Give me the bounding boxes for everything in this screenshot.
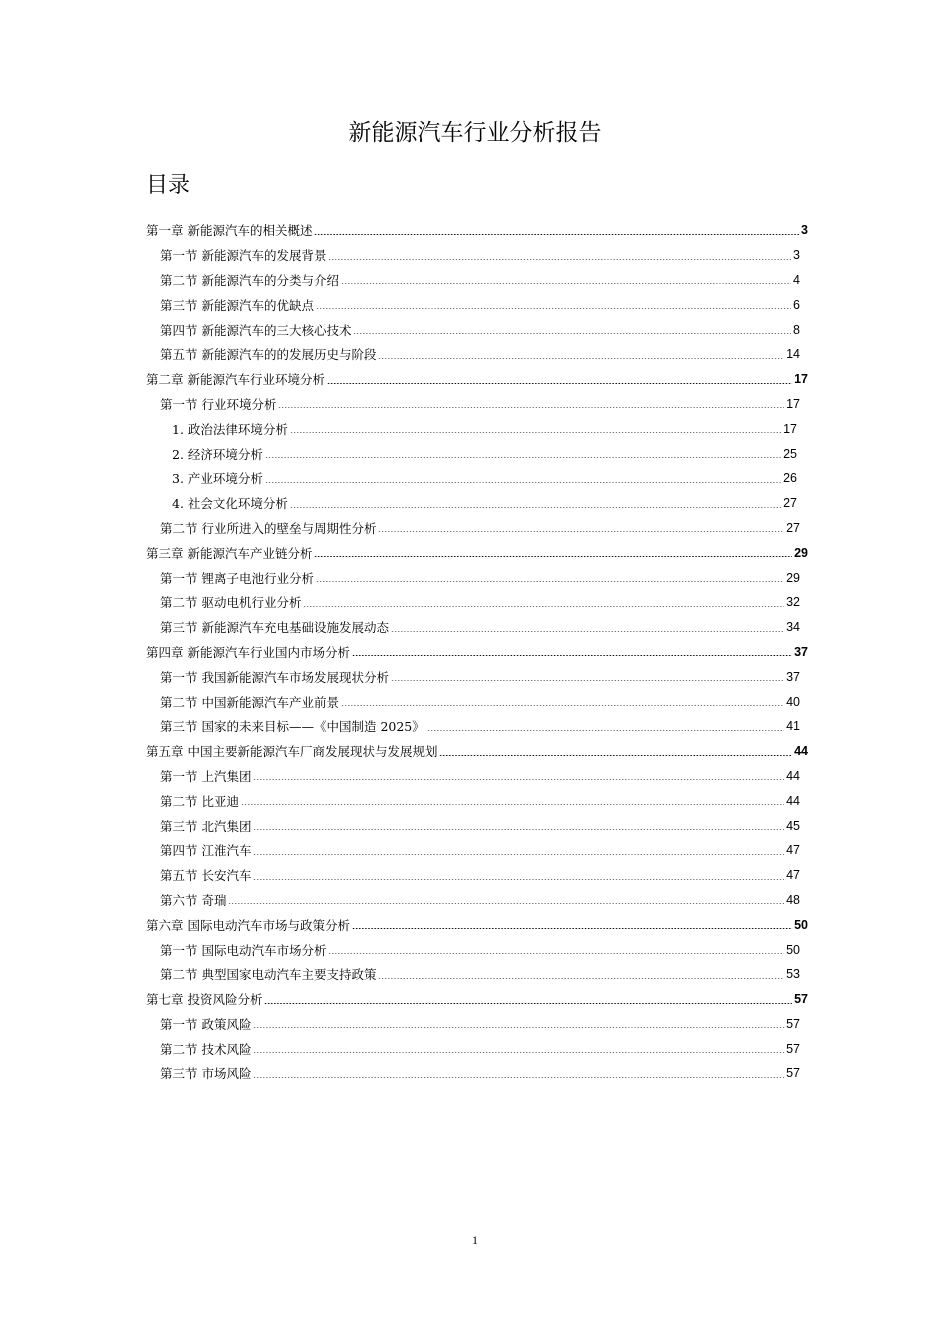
toc-entry-page: 29 bbox=[794, 545, 808, 560]
toc-entry-title: 第四章 新能源汽车行业国内市场分析 bbox=[146, 644, 350, 660]
toc-entry-title: 第一节 上汽集团 bbox=[160, 768, 252, 784]
toc-entry-title: 第四节 江淮汽车 bbox=[160, 843, 252, 859]
toc-dot-leader bbox=[316, 581, 784, 582]
toc-entry-page: 37 bbox=[786, 669, 800, 684]
toc-entry-title: 第三节 国家的未来目标——《中国制造 2025》 bbox=[160, 719, 425, 735]
toc-dot-leader bbox=[353, 333, 791, 334]
toc-dot-leader bbox=[314, 556, 792, 557]
toc-dot-leader bbox=[303, 606, 784, 607]
toc-entry-page: 57 bbox=[786, 1016, 800, 1031]
toc-entry-title: 第二节 比亚迪 bbox=[160, 793, 239, 809]
toc-dot-leader bbox=[253, 1052, 784, 1053]
toc-entry-chapter[interactable] bbox=[146, 912, 808, 937]
toc-dot-leader bbox=[253, 1027, 784, 1028]
toc-entry-title: 第六节 奇瑞 bbox=[160, 892, 227, 908]
toc-entry-title: 第五节 长安汽车 bbox=[160, 868, 252, 884]
toc-entry-section[interactable] bbox=[160, 317, 800, 342]
toc-entry-title: 第二节 典型国家电动汽车主要支持政策 bbox=[160, 967, 377, 983]
toc-entry-title: 第二章 新能源汽车行业环境分析 bbox=[146, 372, 325, 388]
toc-dot-leader bbox=[391, 680, 784, 681]
toc-entry-page: 44 bbox=[786, 793, 800, 808]
toc-entry-section[interactable] bbox=[160, 615, 800, 640]
toc-entry-title: 第一节 我国新能源汽车市场发展现状分析 bbox=[160, 669, 389, 685]
toc-entry-chapter[interactable] bbox=[146, 218, 808, 243]
toc-entry-title: 第一节 新能源汽车的发展背景 bbox=[160, 248, 327, 264]
toc-entry-sub[interactable] bbox=[172, 441, 797, 466]
toc-dot-leader bbox=[253, 879, 784, 880]
toc-entry-title: 2. 经济环境分析 bbox=[172, 446, 263, 462]
toc-entry-section[interactable] bbox=[160, 243, 800, 268]
toc-entry-title: 第二节 行业所进入的壁垒与周期性分析 bbox=[160, 520, 377, 536]
toc-entry-section[interactable] bbox=[160, 813, 800, 838]
toc-dot-leader bbox=[391, 631, 784, 632]
toc-dot-leader bbox=[378, 978, 784, 979]
toc-entry-title: 第三节 新能源汽车充电基础设施发展动态 bbox=[160, 620, 389, 636]
toc-entry-page: 27 bbox=[786, 520, 800, 535]
toc-entry-page: 32 bbox=[786, 595, 800, 610]
toc-entry-title: 第三节 北汽集团 bbox=[160, 818, 252, 834]
toc-dot-leader bbox=[253, 1077, 784, 1078]
toc-dot-leader bbox=[253, 854, 784, 855]
toc-entry-page: 50 bbox=[786, 942, 800, 957]
toc-dot-leader bbox=[427, 730, 784, 731]
toc-entry-page: 27 bbox=[783, 496, 797, 511]
toc-entry-page: 34 bbox=[786, 620, 800, 635]
toc-dot-leader bbox=[264, 1003, 792, 1004]
toc-entry-section[interactable] bbox=[160, 342, 800, 367]
toc-dot-leader bbox=[352, 928, 792, 929]
toc-entry-title: 第七章 投资风险分析 bbox=[146, 992, 263, 1008]
toc-dot-leader bbox=[378, 531, 784, 532]
toc-dot-leader bbox=[328, 259, 791, 260]
toc-dot-leader bbox=[314, 234, 799, 235]
toc-entry-sub[interactable] bbox=[172, 491, 797, 516]
toc-entry-sub[interactable] bbox=[172, 466, 797, 491]
toc-entry-page: 57 bbox=[794, 992, 808, 1007]
table-of-contents bbox=[0, 218, 950, 1086]
toc-entry-title: 第一节 行业环境分析 bbox=[160, 396, 277, 412]
toc-entry-chapter[interactable] bbox=[146, 987, 808, 1012]
toc-entry-page: 3 bbox=[801, 223, 808, 238]
toc-entry-title: 4. 社会文化环境分析 bbox=[172, 496, 288, 512]
toc-entry-page: 14 bbox=[786, 347, 800, 362]
toc-entry-page: 17 bbox=[794, 372, 808, 387]
toc-entry-title: 第二节 新能源汽车的分类与介绍 bbox=[160, 272, 339, 288]
toc-entry-section[interactable] bbox=[160, 392, 800, 417]
toc-entry-page: 45 bbox=[786, 818, 800, 833]
toc-entry-title: 第四节 新能源汽车的三大核心技术 bbox=[160, 322, 352, 338]
toc-entry-page: 25 bbox=[783, 446, 797, 461]
toc-entry-page: 17 bbox=[783, 421, 797, 436]
toc-entry-page: 44 bbox=[794, 744, 808, 759]
toc-entry-page: 47 bbox=[786, 843, 800, 858]
toc-entry-title: 1. 政治法律环境分析 bbox=[172, 421, 288, 437]
toc-dot-leader bbox=[439, 755, 792, 756]
toc-dot-leader bbox=[253, 779, 784, 780]
toc-dot-leader bbox=[290, 432, 781, 433]
toc-entry-title: 第一节 政策风险 bbox=[160, 1016, 252, 1032]
toc-entry-chapter[interactable] bbox=[146, 739, 808, 764]
toc-entry-title: 第二节 驱动电机行业分析 bbox=[160, 595, 302, 611]
toc-entry-section[interactable] bbox=[160, 788, 800, 813]
toc-entry-section[interactable] bbox=[160, 714, 800, 739]
toc-dot-leader bbox=[341, 283, 791, 284]
toc-entry-section[interactable] bbox=[160, 1036, 800, 1061]
toc-entry-page: 53 bbox=[786, 967, 800, 982]
toc-entry-page: 57 bbox=[786, 1041, 800, 1056]
toc-entry-section[interactable] bbox=[160, 962, 800, 987]
toc-dot-leader bbox=[265, 457, 781, 458]
toc-entry-sub[interactable] bbox=[172, 416, 797, 441]
toc-entry-page: 57 bbox=[786, 1066, 800, 1081]
toc-entry-title: 3. 产业环境分析 bbox=[172, 471, 263, 487]
toc-entry-section[interactable] bbox=[160, 292, 800, 317]
toc-entry-title: 第一节 国际电动汽车市场分析 bbox=[160, 942, 327, 958]
toc-entry-section[interactable] bbox=[160, 937, 800, 962]
toc-entry-page: 4 bbox=[793, 272, 800, 287]
toc-dot-leader bbox=[290, 507, 781, 508]
toc-entry-title: 第三节 市场风险 bbox=[160, 1066, 252, 1082]
toc-entry-page: 37 bbox=[794, 644, 808, 659]
toc-heading: 目录 bbox=[146, 173, 191, 198]
toc-entry-title: 第五节 新能源汽车的的发展历史与阶段 bbox=[160, 347, 377, 363]
toc-dot-leader bbox=[228, 903, 784, 904]
toc-dot-leader bbox=[352, 655, 792, 656]
page-number: 1 bbox=[472, 1233, 478, 1247]
toc-entry-section[interactable] bbox=[160, 838, 800, 863]
toc-entry-title: 第二节 技术风险 bbox=[160, 1041, 252, 1057]
toc-entry-title: 第一节 锂离子电池行业分析 bbox=[160, 570, 314, 586]
toc-entry-page: 44 bbox=[786, 768, 800, 783]
toc-entry-title: 第三节 新能源汽车的优缺点 bbox=[160, 297, 314, 313]
toc-entry-section[interactable] bbox=[160, 268, 800, 293]
toc-dot-leader bbox=[265, 482, 781, 483]
toc-entry-page: 26 bbox=[783, 471, 797, 486]
toc-entry-title: 第二节 中国新能源汽车产业前景 bbox=[160, 694, 339, 710]
toc-entry-section[interactable] bbox=[160, 863, 800, 888]
toc-entry-page: 41 bbox=[786, 719, 800, 734]
toc-entry-title: 第六章 国际电动汽车市场与政策分析 bbox=[146, 917, 350, 933]
toc-entry-chapter[interactable] bbox=[146, 640, 808, 665]
toc-entry-chapter[interactable] bbox=[146, 367, 808, 392]
toc-dot-leader bbox=[316, 308, 791, 309]
toc-entry-section[interactable] bbox=[160, 1061, 800, 1086]
toc-entry-page: 29 bbox=[786, 570, 800, 585]
toc-dot-leader bbox=[241, 804, 784, 805]
toc-entry-section[interactable] bbox=[160, 689, 800, 714]
toc-dot-leader bbox=[278, 407, 784, 408]
document-title: 新能源汽车行业分析报告 bbox=[348, 120, 602, 146]
toc-dot-leader bbox=[253, 829, 784, 830]
toc-entry-page: 6 bbox=[793, 297, 800, 312]
toc-dot-leader bbox=[341, 705, 784, 706]
toc-entry-section[interactable] bbox=[160, 565, 800, 590]
toc-entry-section[interactable] bbox=[160, 1012, 800, 1037]
toc-entry-section[interactable] bbox=[160, 888, 800, 913]
toc-entry-section[interactable] bbox=[160, 590, 800, 615]
toc-dot-leader bbox=[328, 953, 784, 954]
toc-entry-section[interactable] bbox=[160, 764, 800, 789]
toc-entry-chapter[interactable] bbox=[146, 540, 808, 565]
toc-entry-page: 3 bbox=[793, 248, 800, 263]
toc-dot-leader bbox=[378, 358, 784, 359]
toc-entry-page: 50 bbox=[794, 917, 808, 932]
toc-entry-section[interactable] bbox=[160, 664, 800, 689]
toc-entry-title: 第三章 新能源汽车产业链分析 bbox=[146, 545, 313, 561]
toc-entry-page: 40 bbox=[786, 694, 800, 709]
toc-entry-page: 47 bbox=[786, 868, 800, 883]
toc-entry-page: 8 bbox=[793, 322, 800, 337]
toc-entry-section[interactable] bbox=[160, 516, 800, 541]
toc-dot-leader bbox=[327, 383, 792, 384]
toc-entry-title: 第五章 中国主要新能源汽车厂商发展现状与发展规划 bbox=[146, 744, 438, 760]
toc-entry-page: 48 bbox=[786, 892, 800, 907]
toc-entry-page: 17 bbox=[786, 396, 800, 411]
toc-entry-title: 第一章 新能源汽车的相关概述 bbox=[146, 223, 313, 239]
